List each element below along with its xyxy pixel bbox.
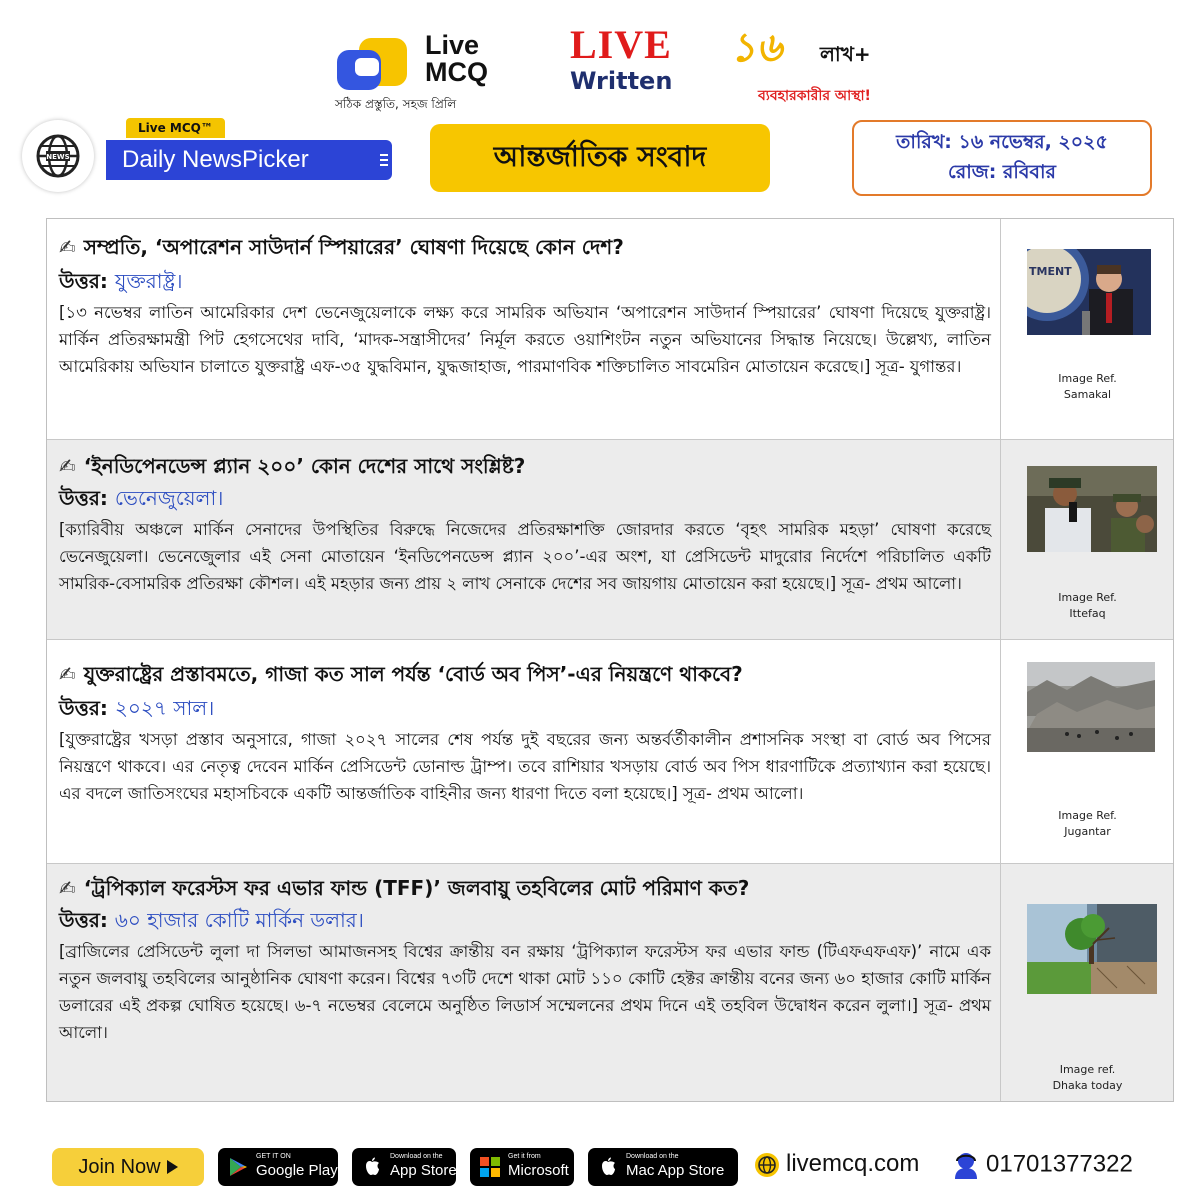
answer-line — [59, 694, 214, 727]
news-text-cell — [47, 219, 1001, 439]
day-line: রোজ: রবিবার — [948, 161, 1056, 183]
question-heading: ✍ যুক্তরাষ্ট্রের প্রস্তাবমতে, গাজা কত সাল পর্যন্ত ‘বোর্ড অব পিস’-এর নিয়ন্ত্রণে থাকবে? — [59, 662, 743, 686]
phone-number[interactable]: 01701377322 — [952, 1150, 1133, 1180]
app-store-button[interactable]: Download on the App Store — [352, 1148, 456, 1186]
microsoft-icon — [479, 1156, 501, 1178]
users-unit: লাখ+ — [820, 42, 871, 66]
question-heading: ✍ ‘ইনডিপেনডেন্স প্ল্যান ২০০’ কোন দেশের সাথে সংশ্লিষ্ট? — [59, 454, 526, 478]
news-photo-tree[interactable] — [1027, 904, 1157, 994]
news-photo-soldiers[interactable] — [1027, 466, 1157, 552]
answer-label: উত্তর: — [59, 269, 108, 293]
website-link[interactable]: livemcq.com — [754, 1150, 919, 1178]
join-now-button[interactable]: Join Now — [52, 1148, 204, 1186]
news-globe-icon — [22, 120, 94, 192]
image-reference: Image Ref. Ittefaq — [1058, 591, 1117, 620]
writing-hand-icon: ✍ — [59, 662, 76, 686]
explanation-text: [ব্রাজিলের প্রেসিডেন্ট লুলা দা সিলভা আমাজনসহ বিশ্বের ক্রান্তীয় বন রক্ষায় ‘ট্রপিক্যাল ফরেস্টস ফর এভার ফান্ড (টিএফএফএফ)’ নামে এক নতুন জলবায়ু তহবিলের আনুষ্ঠানিক ঘোষণা করেন। বিশ্বের ৭৩টি দেশে থাকা মোট ১১০ কোটি হেক্টর ক্রান্তীয় বনের জন্য ৬০ হাজার কোটি মার্কিন ডলারের এই প্রকল্প ঘোষিত হয়েছে। ৬-৭ নভেম্বর বেলেমে অনুষ্ঠিত লিডার্স সম্মেলনের প্রথম দিনে এই তহবিল উদ্বোধন করেন লুলা।] সূত্র- প্রথম আলো। — [59, 942, 991, 1042]
date-box — [852, 120, 1152, 196]
livemcq-wordmark: Live MCQ — [425, 30, 488, 87]
users-trust-text: ব্যবহারকারীর আস্থা! — [758, 88, 871, 104]
news-text-cell — [47, 440, 1001, 639]
answer-label: উত্তর: — [59, 696, 108, 720]
answer-label: উত্তর: — [59, 486, 108, 510]
writing-hand-icon: ✍ — [59, 235, 76, 259]
microsoft-store-button[interactable]: Get it from Microsoft — [470, 1148, 574, 1186]
footer — [0, 1144, 1200, 1188]
news-text-cell — [47, 864, 1001, 1101]
answer-label: উত্তর: — [59, 908, 108, 932]
apple-icon — [597, 1156, 619, 1178]
answer-line — [59, 906, 364, 939]
explanation-text: [যুক্তরাষ্ট্রের খসড়া প্রস্তাব অনুসারে, গাজা ২০২৭ সালের শেষ পর্যন্ত দুই বছরের জন্য অন্তর্বর্তীকালীন প্রশাসনিক সংস্থা বা বোর্ড অব পিসের নিয়ন্ত্রণে থাকবে। এর নেতৃত্ব দেবেন মার্কিন প্রেসিডেন্ট ডোনাল্ড ট্রাম্প। তবে রাশিয়ার খসড়ায় বোর্ড অব পিস ধারণাটিকে প্রত্যাখ্যান করা হয়েছে। এর বদলে জাতিসংঘের মহাসচিবকে একটি আন্তর্জাতিক বাহিনীর জন্য ধারণা দিতে বলা হয়েছে।] সূত্র- প্রথম আলো। — [59, 730, 991, 803]
answer-value: ভেনেজুয়েলা। — [114, 486, 224, 510]
users-trust-badge — [730, 26, 910, 110]
answer-line — [59, 484, 223, 517]
livemcq-logo[interactable] — [335, 28, 515, 112]
answer-value: ২০২৭ সাল। — [114, 696, 215, 720]
news-photo-gaza[interactable] — [1027, 662, 1155, 752]
image-reference: Image Ref. Samakal — [1058, 372, 1117, 401]
live-label: LIVE — [570, 22, 672, 67]
news-image-cell — [1002, 440, 1173, 639]
daily-newspicker-bar — [106, 140, 392, 180]
news-row-2 — [47, 440, 1173, 640]
image-reference: Image ref. Dhaka today — [1052, 1063, 1123, 1092]
answer-value: ৬০ হাজার কোটি মার্কিন ডলার। — [114, 908, 364, 932]
news-row-4 — [47, 864, 1173, 1101]
daily-newspicker-brand — [22, 118, 382, 194]
news-image-cell — [1002, 640, 1173, 863]
mac-app-store-button[interactable]: Download on the Mac App Store — [588, 1148, 738, 1186]
question-heading: ✍ ‘ট্রপিক্যাল ফরেস্টস ফর এভার ফান্ড (TFF)’ জলবায়ু তহবিলের মোট পরিমাণ কত? — [59, 876, 750, 900]
globe-icon — [754, 1152, 780, 1178]
livemcq-tm-tab: Live MCQ™ — [126, 118, 225, 138]
google-play-icon — [227, 1156, 249, 1178]
date-line: তারিখ: ১৬ নভেম্বর, ২০২৫ — [896, 131, 1108, 153]
google-play-button[interactable]: GET IT ON Google Play — [218, 1148, 338, 1186]
writing-hand-icon: ✍ — [59, 876, 76, 900]
news-photo-speaker[interactable] — [1027, 249, 1151, 335]
news-row-3 — [47, 640, 1173, 864]
news-image-cell — [1002, 864, 1173, 1101]
live-written-logo[interactable] — [570, 22, 673, 104]
answer-value: যুক্তরাষ্ট্র। — [114, 269, 183, 293]
apple-icon — [361, 1156, 383, 1178]
answer-line — [59, 267, 183, 300]
writing-hand-icon: ✍ — [59, 454, 76, 478]
daily-newspicker-title: Daily NewsPicker — [122, 146, 309, 173]
news-text-cell — [47, 640, 1001, 863]
news-row-1 — [47, 219, 1173, 440]
image-reference: Image Ref. Jugantar — [1058, 809, 1117, 838]
top-brand-strip — [0, 18, 1200, 110]
menu-lines-icon — [380, 154, 388, 169]
section-title — [430, 124, 770, 192]
written-label: Written — [570, 67, 673, 95]
users-count: ১৬ — [730, 25, 782, 71]
explanation-text: [ক্যারিবীয় অঞ্চলে মার্কিন সেনাদের উপস্থিতির বিরুদ্ধে নিজেদের প্রতিরক্ষাশক্তি জোরদার করতে ‘বৃহৎ সামরিক মহড়া’ ঘোষণা করেছে ভেনেজুয়েলা। ভেনেজু্েলার এই সেনা মোতায়েন ‘ইনডিপেনডেন্স প্ল্যান ২০০’-এর অংশ, যা প্রেসিডেন্ট মাদুরোর নির্দেশে পরিচালিত একটি সামরিক-বেসামরিক প্রতিরক্ষা কৌশল। এই মহড়ার জন্য প্রায় ২ লাখ সেনাকে দেশের সব জায়গায় মোতায়েন করা হয়েছে।] সূত্র- প্রথম আলো। — [59, 520, 991, 593]
support-agent-icon — [952, 1150, 980, 1180]
news-table — [46, 218, 1174, 1102]
livemcq-tagline: সঠিক প্রস্তুতি, সহজ প্রিলি — [335, 97, 457, 111]
explanation-text: [১৩ নভেম্বর লাতিন আমেরিকার দেশ ভেনেজুয়েলাকে লক্ষ্য করে সামরিক অভিযান ‘অপারেশন সাউদার্ন স্পিয়ারের’ ঘোষণা দিয়েছে যুক্তরাষ্ট্র। মার্কিন প্রতিরক্ষামন্ত্রী পিট হেগসেথের দাবি, ‘মাদক-সন্ত্রাসীদের’ নির্মূল করতে ওয়াশিংটন নতুন অভিযানের সিদ্ধান্ত নিয়েছে। উল্লেখ্য, লাতিন আমেরিকায় অভিযান চালাতে যুক্তরাষ্ট্র এফ-৩৫ যুদ্ধবিমান, যুদ্ধজাহাজ, পারমাণবিক শক্তিচালিত সাবমেরিন মোতায়েন করেছে।] সূত্র- যুগান্তর। — [59, 303, 992, 376]
news-image-cell — [1002, 219, 1173, 439]
svg-text:TMENT: TMENT — [1029, 265, 1072, 278]
section-title-text: আন্তর্জাতিক সংবাদ — [493, 139, 707, 173]
play-arrow-icon — [167, 1160, 178, 1174]
svg-text:NEWS: NEWS — [46, 153, 70, 161]
livemcq-logo-icon — [337, 38, 409, 90]
question-heading: ✍ সম্প্রতি, ‘অপারেশন সাউদার্ন স্পিয়ারের’ ঘোষণা দিয়েছে কোন দেশ? — [59, 235, 624, 259]
